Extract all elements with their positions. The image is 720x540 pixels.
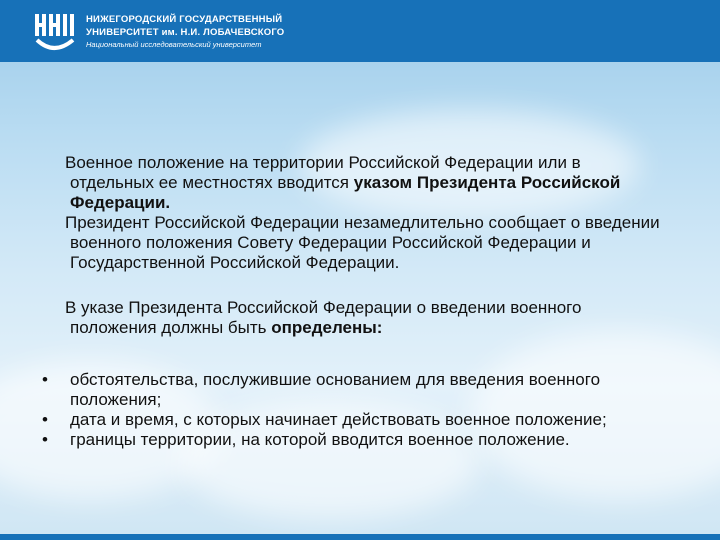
bullet-dot: • [42, 370, 48, 389]
bullet-list [28, 370, 678, 450]
nnsu-logo-icon [33, 10, 75, 54]
bullet-dot: • [42, 430, 48, 449]
paragraph-president-text: Президент Российской Федерации незамедлительно сообщает о введении военного положения Совету Федерации Российской Федерации и Государственной Российской Федерации. [65, 213, 660, 272]
paragraph-decree-text: Военное положение на территории Российской Федерации или в отдельных ее местностях вводится [65, 153, 581, 192]
paragraph-must-define-bold: определены: [271, 318, 383, 337]
list-item-text: границы территории, на которой вводится военное положение. [70, 430, 570, 449]
footer-band [0, 534, 720, 540]
list-item [28, 410, 678, 430]
paragraph-decree-bold: указом Президента Российской Федерации. [70, 173, 621, 212]
paragraph-decree [56, 153, 666, 213]
paragraph-must-define-text: В указе Президента Российской Федерации о введении военного положения должны быть [65, 298, 582, 337]
paragraph-president [56, 213, 666, 273]
bullet-dot: • [42, 410, 48, 429]
list-item-text: обстоятельства, послужившие основанием для введения военного положения; [70, 370, 601, 409]
list-item [28, 370, 678, 410]
paragraph-must-define [56, 298, 666, 338]
university-name-line2: УНИВЕРСИТЕТ им. Н.И. ЛОБАЧЕВСКОГО [86, 27, 285, 38]
list-item-text: дата и время, с которых начинает действовать военное положение; [70, 410, 607, 429]
slide-content [56, 153, 666, 338]
list-item [28, 430, 678, 450]
university-name-line1: НИЖЕГОРОДСКИЙ ГОСУДАРСТВЕННЫЙ [86, 14, 283, 25]
header-bar [0, 0, 720, 62]
university-subtitle: Национальный исследовательский университет [86, 40, 262, 49]
